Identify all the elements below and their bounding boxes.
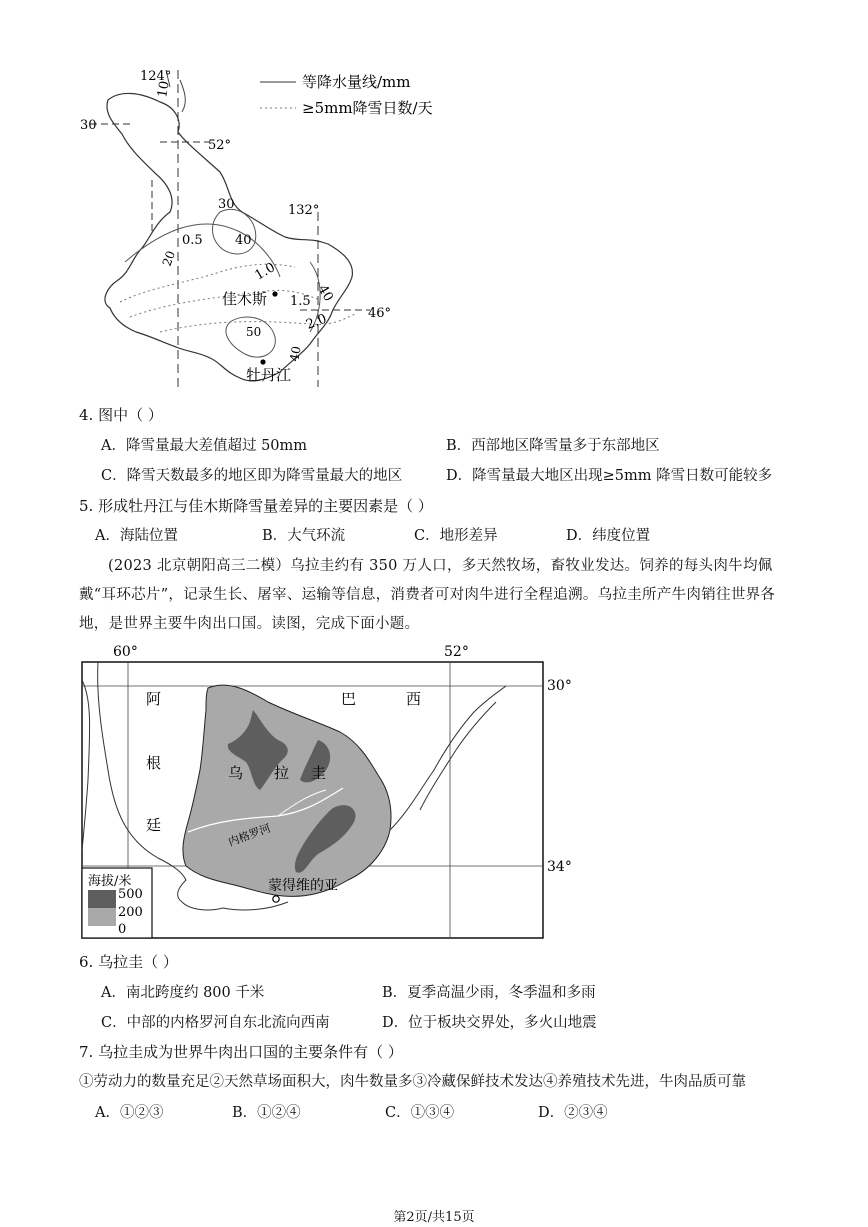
q6-option-a[interactable]: A．南北跨度约 800 千米: [101, 985, 265, 1001]
svg-text:根: 根: [146, 754, 162, 772]
q4-option-c[interactable]: C．降雪天数最多的地区即为降雪量最大的地区: [101, 468, 403, 484]
lat30-label: 30°: [547, 678, 572, 694]
lon124-label: 124°: [140, 69, 172, 84]
q4-stem: 4. 图中（ ）: [79, 406, 163, 424]
svg-text:乌: 乌: [228, 764, 244, 782]
svg-text:巴: 巴: [341, 690, 357, 708]
q7-option-a[interactable]: A．①②③: [95, 1105, 164, 1121]
svg-text:30: 30: [80, 118, 97, 133]
lon60-label: 60°: [113, 644, 138, 660]
svg-text:西: 西: [406, 690, 422, 708]
svg-text:廷: 廷: [146, 816, 162, 834]
snowfall-map: [70, 62, 490, 397]
q5-stem: 5. 形成牡丹江与佳木斯降雪量差异的主要因素是（ ）: [79, 497, 433, 515]
q7-option-b[interactable]: B．①②④: [232, 1105, 301, 1121]
svg-text:200: 200: [118, 905, 143, 920]
q5-option-b[interactable]: B．大气环流: [262, 528, 346, 544]
svg-text:拉: 拉: [274, 764, 290, 782]
svg-text:40: 40: [314, 282, 336, 305]
svg-text:20: 20: [159, 248, 179, 269]
q4-option-a[interactable]: A．降雪量最大差值超过 50mm: [101, 438, 308, 454]
svg-text:0: 0: [118, 922, 127, 937]
mudanjiang-dot: [260, 359, 265, 364]
svg-text:阿: 阿: [146, 690, 162, 708]
q7-option-c[interactable]: C．①③④: [385, 1105, 455, 1121]
negro-river-label: 内格罗河: [226, 821, 273, 849]
svg-text:50: 50: [246, 325, 262, 339]
svg-text:0.5: 0.5: [182, 233, 203, 248]
mudanjiang-label: 牡丹江: [246, 366, 292, 384]
q7-stem: 7. 乌拉圭成为世界牛肉出口国的主要条件有（ ）: [79, 1043, 403, 1061]
legend-title: 海拔/米: [88, 874, 132, 889]
montevideo-label: 蒙得维的亚: [268, 878, 338, 894]
q6-option-d[interactable]: D．位于板块交界处，多火山地震: [382, 1015, 597, 1031]
q6-option-b[interactable]: B．夏季高温少雨，冬季温和多雨: [382, 985, 596, 1001]
svg-text:圭: 圭: [311, 764, 327, 782]
legend-swatch-mid: [88, 908, 116, 926]
passage-text: (2023 北京朝阳高三二模）乌拉圭约有 350 万人口，多天然牧场，畜牧业发达。饲养的每头肉牛均佩戴“耳环芯片”，记录生长、屠宰、运输等信息，消费者可对肉牛进行全程追溯。乌拉圭所产牛肉销往世界各地，是世界主要牛肉出口国。读图，完成下面小题。: [79, 558, 776, 632]
jiamusi-label: 佳木斯: [222, 290, 268, 308]
province-outline: [105, 93, 352, 380]
lat34-label: 34°: [547, 859, 572, 875]
uruguay-map: [78, 640, 578, 945]
q7-conditions: ①劳动力的数量充足②天然草场面积大，肉牛数量多③冷藏保鲜技术发达④养殖技术先进，牛肉品质可靠: [79, 1074, 746, 1090]
lon52-label: 52°: [444, 644, 469, 660]
jiamusi-dot: [272, 291, 277, 296]
svg-text:40: 40: [235, 233, 252, 248]
svg-text:10: 10: [155, 79, 173, 99]
lon132-label: 132°: [288, 203, 320, 218]
q4-option-b[interactable]: B．西部地区降雪量多于东部地区: [446, 438, 660, 454]
legend-precip: 等降水量线/mm: [302, 73, 411, 91]
legend-swatch-high: [88, 890, 116, 908]
q6-option-c[interactable]: C．中部的内格罗河自东北流向西南: [101, 1015, 330, 1031]
montevideo-marker: [273, 896, 279, 902]
svg-text:1.5: 1.5: [290, 294, 311, 309]
svg-text:2.0: 2.0: [304, 311, 329, 333]
page-number: 第2页/共15页: [393, 1210, 475, 1225]
lat52-label: 52°: [208, 138, 232, 153]
legend-snowdays: ≥5mm降雪日数/天: [302, 99, 433, 117]
lat46-label: 46°: [368, 306, 392, 321]
q6-stem: 6. 乌拉圭（ ）: [79, 953, 178, 971]
svg-text:30: 30: [218, 197, 235, 212]
q4-option-d[interactable]: D．降雪量最大地区出现≥5mm 降雪日数可能较多: [446, 468, 773, 484]
q7-option-d[interactable]: D．②③④: [538, 1105, 608, 1121]
q5-option-c[interactable]: C．地形差异: [414, 528, 498, 544]
svg-text:500: 500: [118, 887, 143, 902]
svg-text:40: 40: [287, 345, 304, 363]
q5-option-a[interactable]: A．海陆位置: [95, 528, 178, 544]
q5-option-d[interactable]: D．纬度位置: [566, 528, 651, 544]
svg-text:1.0: 1.0: [252, 260, 278, 284]
